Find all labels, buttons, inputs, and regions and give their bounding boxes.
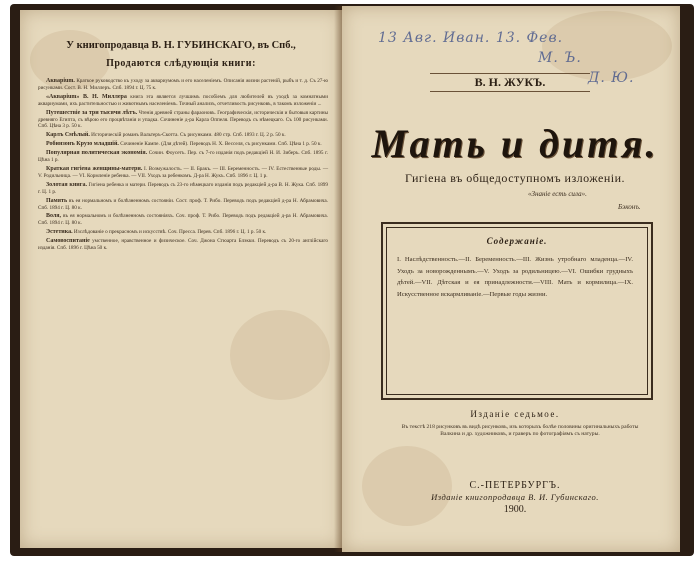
book-list-entry-text: въ ея нормальномъ и болѣзненномъ состояніи. Сост. проф. Т. Рибо. Переводъ подъ редакціей д-ра Н. Абрамовича. Спб. 1894 г. Ц. 80 к.: [38, 197, 329, 211]
illustrations-note: Въ текстѣ 218 рисунковъ въ видѣ рисунковъ, изъ которыхъ болѣе половины оригинальныхъ работы Валкина и др. художниковъ, и граверъ по фотографіямъ съ натуры.: [401, 424, 639, 437]
book-list-entry-title: Краткая гигіена женщины-матери.: [46, 165, 143, 172]
book-list-entry-text: I. Возмужалость. — II. Бракъ. — III. Беременность. — IV. Естественные роды. — V. Родильница. — VI. Кормленіе ребенка. — VII. Уходъ за ребенкомъ. Д-ра Н. Жукъ. Спб. 1896 г. Ц. 1 р.: [38, 165, 329, 179]
book-list-entry: [38, 110, 328, 131]
book-list-entry-text: въ ея нормальномъ и болѣзненномъ состояніяхъ. Соч. проф. Т. Рибо. Переводъ подъ редакціей д-ра Н. Абрамовича. Спб. 1894 г. Ц. 80 к.: [38, 213, 328, 227]
publication-city: С.-ПЕТЕРБУРГЪ.: [469, 480, 561, 491]
book-list-entry-text: Краткое руководство къ уходу за аквариумомъ и его населеніемъ. Описанія жизни растеній, рыбъ и т. д. Съ 27-ю рисунками. Сост. В. Н. Миллеръ. Спб. 1894 г. Ц. 75 к.: [38, 78, 329, 91]
book-list-entry-title: Робинзонъ Крузо младшій.: [46, 141, 119, 148]
book-list-entry-text: Чтенія древней страны фараоновъ. Географическія, историческія и бытовыя картины древняго Египта, съ вѣрою его процвѣтанія и упадка. Сочиненіе д-ра Карла Оппеля. Переводъ съ нѣмецкаго. Съ 100 рисунками. Спб. Цѣна 3 р. 50 к.: [38, 109, 328, 130]
book-list-entry: [38, 78, 328, 92]
book-list-entry: [38, 198, 328, 212]
handwriting-line: М. Ъ.: [538, 50, 582, 66]
book-list-entry: [38, 132, 328, 139]
book-list-entry: [38, 213, 328, 227]
book-list-entry: [38, 229, 328, 236]
handwriting-line: 13 Авг. Иван. 13. Фев.: [378, 30, 564, 46]
book-list-entry: [38, 238, 328, 252]
book-list-entry-text: книга эта является лучшимъ пособіемъ для любителей въ уходѣ за комнатными аквариумами, ихъ растительностью и животнымъ населеніемъ. Точный анализъ, отчетливость рисунковъ, в такомъ изложеніи ...: [38, 93, 328, 107]
book-list-entry: [38, 150, 328, 164]
book-list-entry-title: Карлъ Смѣлый.: [46, 132, 90, 139]
contents-text: I. Наслѣдственность.—II. Беременность.—III. Жизнь утробнаго младенца.—IV. Уходъ за новорожденнымъ.—V. Уходъ за родильницею.—VI. Ошибки грудныхъ дѣтей.—VII. Дѣтская и ея принадлежности.—VIII. Мать и кормилица.—IX. Искусственное вскармливаніе.—Первые годы жизни.: [397, 256, 633, 298]
left-page-heading: У книгопродавца В. Н. ГУБИНСКАГО, въ Спб.,: [66, 40, 296, 51]
left-page-subheading: Продаются слѣдующія книги:: [106, 58, 256, 69]
page-stain: [230, 310, 330, 400]
book-list-entry-title: Золотая книга.: [46, 181, 87, 188]
book-list-entry-title: Самовоспитаніе: [46, 238, 90, 245]
book-list-entry: [38, 94, 328, 108]
book-list-entry-title: Путешествіе за три тысячи лѣтъ.: [46, 109, 138, 116]
contents-box-inner-border: [386, 227, 648, 395]
edition: Изданіе седьмое.: [470, 409, 560, 419]
book-title: Мать и дитя.: [371, 121, 659, 166]
book-list-entry: [38, 182, 328, 196]
contents-title: Содержаніе.: [486, 236, 548, 246]
book-list-entry-title: Акварium.: [46, 78, 75, 84]
book-list-entry-text: Сочиненіе Кампе. (Для дѣтей). Переводъ Н. Х. Весселя, съ рисунками. Спб. Цѣна 1 р. 50 к.: [120, 141, 322, 148]
book-list-entry-title: Память: [46, 197, 68, 204]
epigraph-author: Бэконъ.: [618, 203, 641, 211]
publisher: Изданіе книгопродавца В. И. Губинскаго.: [431, 492, 599, 502]
book-list-entry-title: Воля,: [46, 213, 62, 220]
left-page: [20, 10, 342, 548]
book-list-entry: [38, 141, 328, 148]
book-list-entry-text: умственное, нравственное и физическое. Соч. Джона Стюарта Блэкки. Переводъ съ 20-го англійскаго изданія. Спб. 1896 г. Цѣна 50 к.: [38, 238, 328, 252]
publication-year: 1900.: [503, 504, 527, 515]
book-list-entry-text: Изслѣдованіе о прекрасномъ и искусствѣ. Соч. Пресса. Перев. Спб. 1896 г. Ц. 1 р. 50 к.: [73, 229, 267, 236]
book-subtitle: Гигіена въ общедоступномъ изложеніи.: [404, 171, 626, 185]
handwriting-line: Д. Ю.: [588, 70, 635, 86]
book-list-entry-text: Историческій романъ Вальтеръ-Скотта. Съ рисунками. 480 стр. Спб. 1893 г. Ц. 2 р. 50 к.: [91, 132, 286, 139]
book-list-entry-title: Популярная политическая экономія.: [46, 150, 148, 157]
epigraph: «Знаніе есть сила».: [528, 190, 587, 198]
book-author: В. Н. ЖУКЪ.: [430, 73, 590, 92]
book-list-entry-title: Эстетика.: [46, 229, 73, 236]
book-list-entry: [38, 166, 328, 180]
book-list-entry-text: Сочин. Фоусетъ. Пер. съ 7-го изданія подъ редакціей Н. И. Зиберъ. Спб. 1895 г. Цѣна 1 р.: [38, 150, 328, 164]
book-list-entry-text: Гигіена ребенка и матери. Переводъ съ 23-го нѣмецкаго изданія подъ редакціей д-ра В. Н. Жука. Спб. 1899 г. Ц. 1 р.: [38, 181, 328, 195]
book-list-entry-title: «Акварium» В. Н. Миллера: [46, 93, 127, 100]
contents-box: [381, 222, 653, 400]
left-page-book-list: [38, 78, 328, 254]
